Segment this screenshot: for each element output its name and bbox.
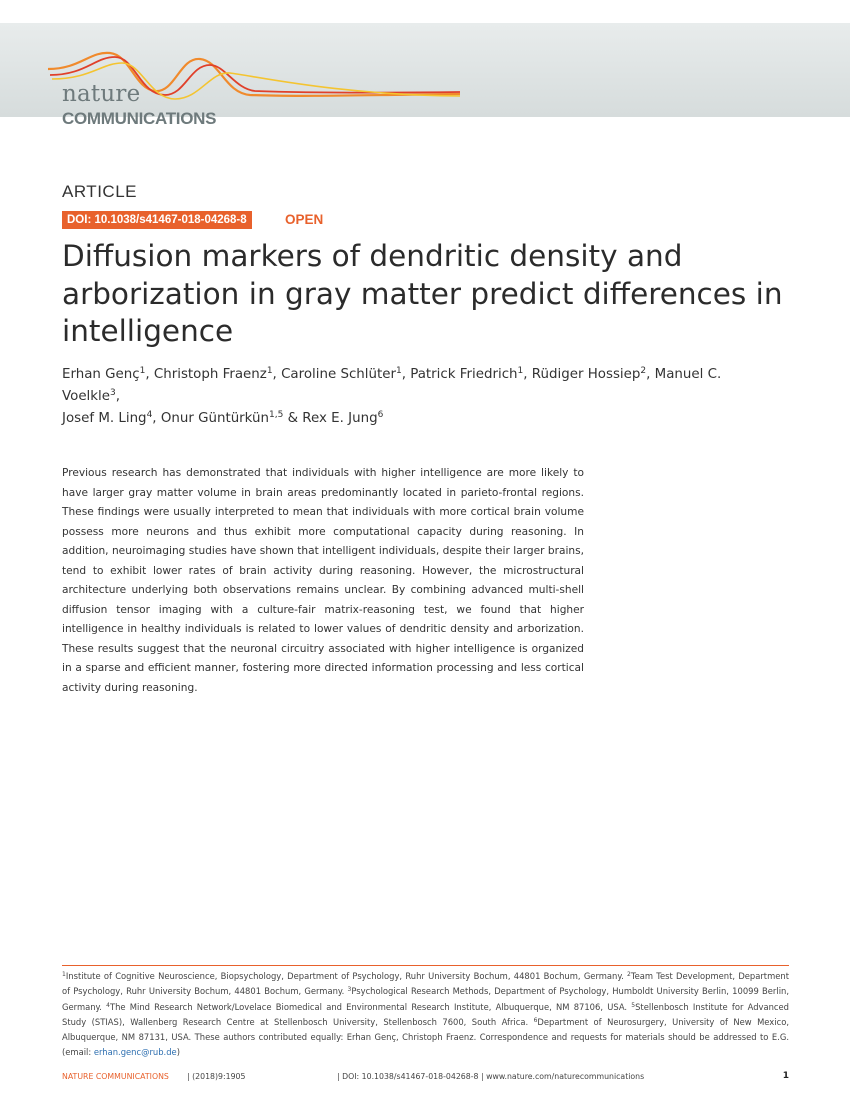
affiliation-text: Psychological Research Methods, Department of Psychology, Humboldt University Berlin, 10099 Berlin, Germany.: [62, 986, 789, 1012]
footer-citation-text: (2018)9:1905: [192, 1072, 246, 1081]
affiliation-number: 5: [631, 1001, 636, 1009]
affiliation-number: 1: [62, 971, 66, 978]
footer-doi[interactable]: DOI: 10.1038/s41467-018-04268-8: [342, 1072, 479, 1081]
author-affiliation-marker: 3: [110, 388, 116, 398]
author-affiliation-marker: 1: [517, 366, 524, 376]
author-name: Manuel C. Voelkle: [62, 367, 722, 404]
article-type-label: ARTICLE: [62, 182, 137, 201]
equal-contribution-note: These authors contributed equally: Erhan Genç, Christoph Fraenz.: [194, 1032, 480, 1043]
author-name: Caroline Schlüter: [281, 367, 396, 382]
affiliation-text: Stellenbosch Institute for Advanced Study (STIAS), Wallenberg Research Centre at Stellenbosch University, Stellenbosch 7600, South Africa.: [62, 1001, 789, 1027]
affiliation-number: 3: [347, 986, 352, 994]
author-affiliation-marker: 4: [146, 410, 153, 420]
footer-page-number: 1: [782, 1071, 789, 1081]
logo-nature-wordmark: nature: [62, 81, 141, 107]
affiliation-text: Department of Neurosurgery, University of New Mexico, Albuquerque, NM 87131, USA.: [62, 1016, 789, 1043]
correspondence-close: ): [176, 1047, 180, 1058]
author-list: Erhan Genç$^1$, Christoph Fraenz$^1$, Caroline Schlüter$^1$, Patrick Friedrich$^1$, Rüdiger Hossiep$^2$, Manuel C. Voelkle$^3$, Josef M. Ling$^4$, Onur Güntürkün$^{1,5}$ & Rex E. Jung$^6$: [62, 366, 722, 426]
footer-website-link[interactable]: www.nature.com/naturecommunications: [486, 1072, 645, 1081]
affiliation-text: Institute of Cognitive Neuroscience, Biopsychology, Department of Psychology, Ruhr University Bochum, 44801 Bochum, Germany.: [65, 971, 628, 981]
author-name: Onur Güntürkün: [160, 411, 269, 426]
author-affiliation-marker: 2: [640, 366, 647, 376]
journal-header-band: [0, 23, 850, 128]
affiliation-text: The Mind Research Network/Lovelace Biomedical and Environmental Research Institute, Albuquerque, NM 87106, USA.: [110, 1001, 632, 1012]
author-affiliation-marker: 1,5: [269, 410, 284, 420]
affiliation-text: Team Test Development, Department of Psychology, Ruhr University Bochum, 44801 Bochum, Germany.: [62, 971, 789, 997]
correspondence-email-link[interactable]: erhan.genc@rub.de: [93, 1047, 177, 1058]
affiliation-number: 2: [627, 971, 631, 978]
footnote-divider: [62, 965, 789, 966]
affiliation-number: 6: [533, 1016, 538, 1024]
author-affiliation-marker: 1: [139, 366, 146, 376]
abstract: Previous research has demonstrated that individuals with higher intelligence are more likely to have larger gray matter volume in brain areas predominantly located in parieto-frontal regions. These findings were usually interpreted to mean that individuals with more cortical brain volume possess more neurons and thus exhibit more computational capacity during reasoning. In addition, neuroimaging studies have shown that intelligent individuals, despite their larger brains, tend to exhibit lower rates of brain activity during reasoning. However, the microstructural architecture underlying both observations remains unclear. By combining advanced multi-shell diffusion tensor imaging with a culture-fair matrix-reasoning test, we found that higher intelligence in healthy individuals is related to lower values of dendritic density and arborization. These results suggest that the neuronal circuitry associated with higher intelligence is organized in a sparse and efficient manner, fostering more directed information processing and less cortical activity during reasoning.: [62, 467, 584, 694]
footer-doi-url: | DOI: 10.1038/s41467-018-04268-8 | www.nature.com/naturecommunications: [337, 1072, 645, 1081]
author-affiliation-marker: 1: [396, 366, 402, 376]
open-access-label: OPEN: [285, 212, 324, 227]
author-name: Rüdiger Hossiep: [531, 367, 641, 382]
affiliation-number: 4: [106, 1001, 110, 1009]
author-name: Patrick Friedrich: [410, 367, 518, 382]
author-name: Christoph Fraenz: [153, 367, 267, 382]
footer-citation: | (2018)9:1905: [187, 1072, 246, 1081]
affiliation-footnotes: [62, 969, 789, 1061]
logo-communications-wordmark: COMMUNICATIONS: [62, 109, 217, 128]
author-affiliation-marker: 1: [266, 366, 273, 376]
page-footer: [62, 1072, 789, 1086]
article-title: Diffusion markers of dendritic density and arborization in gray matter predict differences in intelligence: [62, 239, 783, 348]
author-affiliation-marker: 6: [377, 410, 384, 420]
correspondence-note: Correspondence and requests for materials should be addressed to E.G. (email:: [62, 1032, 789, 1058]
author-name: Rex E. Jung: [302, 411, 378, 426]
footer-journal-name: NATURE COMMUNICATIONS: [62, 1072, 169, 1081]
author-name: Erhan Genç: [62, 367, 140, 382]
author-name: Josef M. Ling: [62, 411, 147, 426]
doi-badge[interactable]: DOI: 10.1038/s41467-018-04268-8: [62, 211, 252, 229]
